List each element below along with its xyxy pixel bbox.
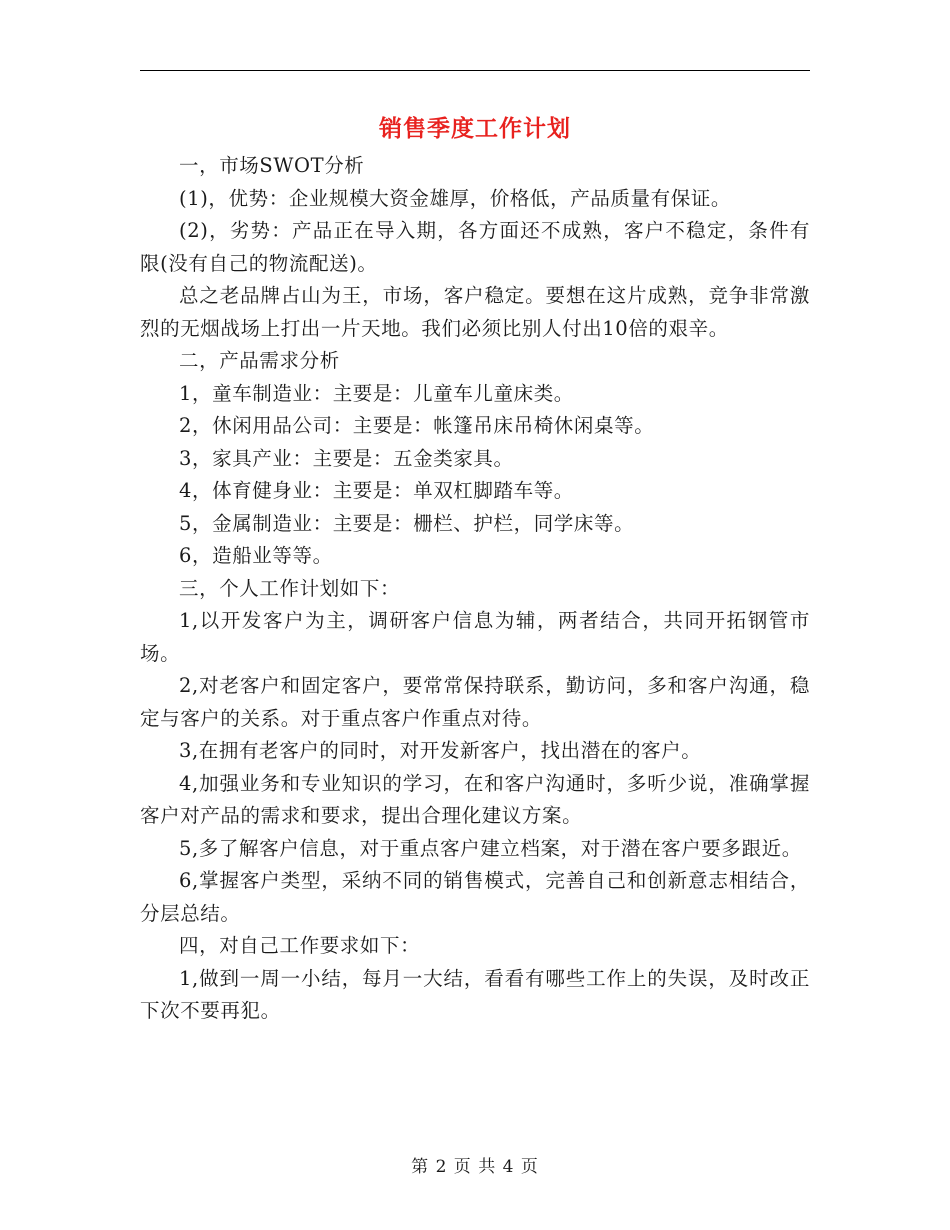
- list-item: 3，家具产业：主要是：五金类家具。: [179, 446, 514, 470]
- section-heading: 三，个人工作计划如下：: [179, 576, 401, 600]
- list-item: 1,以开发客户为主，调研客户信息为辅，两者结合，共同开拓钢管市场。: [140, 609, 810, 665]
- list-item: 6,掌握客户类型，采纳不同的销售模式，完善自己和创新意志相结合，分层总结。: [140, 869, 810, 925]
- paragraph: (1)，优势：企业规模大资金雄厚，价格低，产品质量有保证。: [179, 186, 732, 210]
- list-item: 3,在拥有老客户的同时，对开发新客户，找出潜在的客户。: [179, 739, 702, 762]
- list-item: 4，体育健身业：主要是：单双杠脚踏车等。: [179, 479, 574, 502]
- list-item: 1，童车制造业：主要是：儿童车儿童床类。: [179, 381, 574, 405]
- paragraph: 总之老品牌占山为王，市场，客户稳定。要想在这片成熟，竞争非常激烈的无烟战场上打出一片天地。我们必须比别人付出10倍的艰辛。: [140, 284, 810, 340]
- list-item: 2,对老客户和固定客户，要常常保持联系，勤访问，多和客户沟通，稳定与客户的关系。对于重点客户作重点对待。: [140, 674, 810, 730]
- section-heading: 一，市场SWOT分析: [179, 154, 365, 177]
- paragraph: (2)，劣势：产品正在导入期，各方面还不成熟，客户不稳定，条件有限(没有自己的物流配送)。: [140, 219, 810, 275]
- document-body: [140, 150, 810, 1028]
- list-item: 5,多了解客户信息，对于重点客户建立档案，对于潜在客户要多跟近。: [179, 836, 802, 860]
- section-heading: 二，产品需求分析: [179, 349, 340, 372]
- header-rule: [140, 70, 810, 71]
- list-item: 6，造船业等等。: [179, 544, 333, 567]
- list-item: 4,加强业务和专业知识的学习，在和客户沟通时，多听少说，准确掌握客户对产品的需求和要求，提出合理化建议方案。: [140, 771, 810, 827]
- list-item: 2，休闲用品公司：主要是：帐篷吊床吊椅休闲桌等。: [179, 414, 655, 437]
- page-number: 第 2 页 共 4 页: [411, 1157, 539, 1177]
- list-item: 1,做到一周一小结，每月一大结，看看有哪些工作上的失误，及时改正下次不要再犯。: [140, 966, 810, 1022]
- document-title: 销售季度工作计划: [379, 116, 571, 142]
- section-heading: 四，对自己工作要求如下：: [179, 934, 421, 957]
- list-item: 5，金属制造业：主要是：栅栏、护栏，同学床等。: [179, 511, 635, 535]
